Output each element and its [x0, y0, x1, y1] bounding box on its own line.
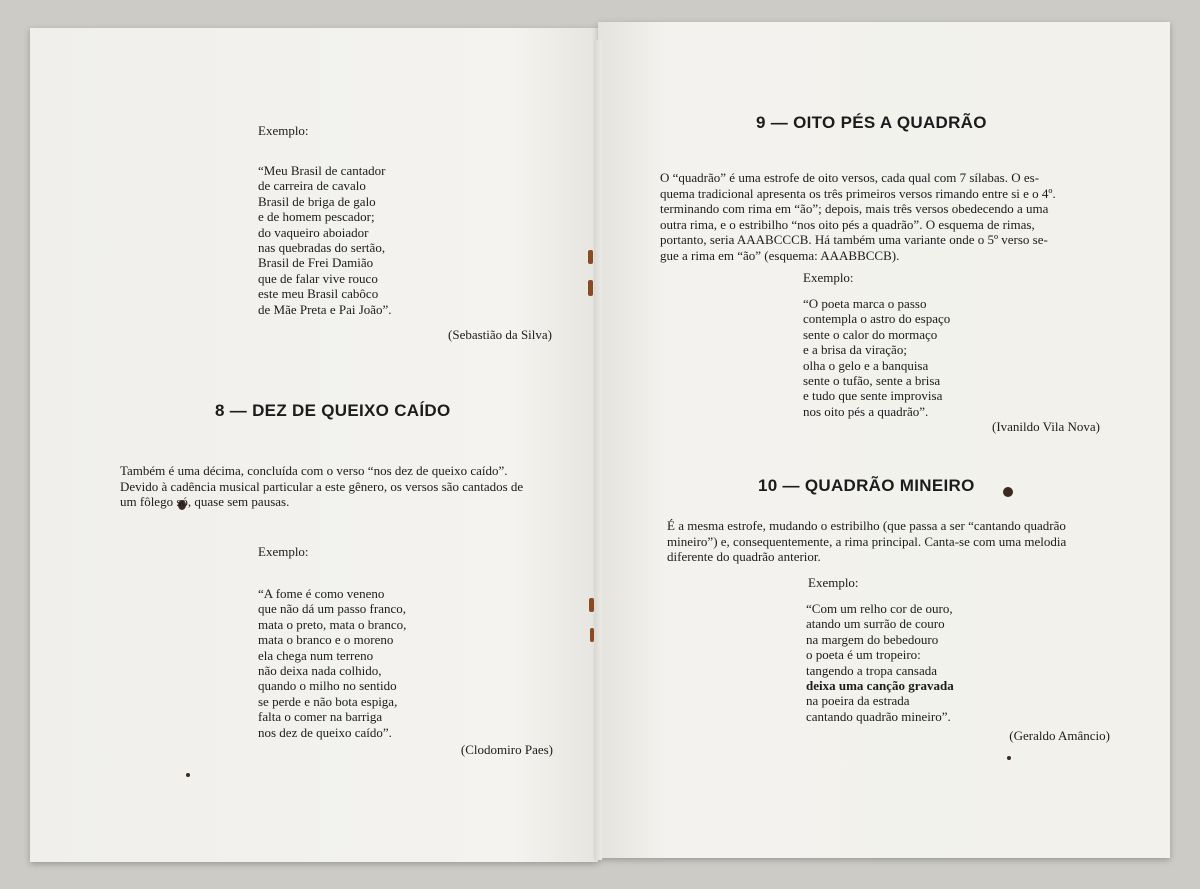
- staple-mark-top-1: [588, 250, 593, 264]
- poem-line: não deixa nada colhido,: [258, 663, 382, 679]
- poem-line: contempla o astro do espaço: [803, 311, 951, 327]
- poem-line: atando um surrão de couro: [806, 616, 945, 632]
- paragraph-line: Também é uma décima, concluída com o verso “nos dez de queixo caído”.: [120, 463, 508, 478]
- poem-line: nos oito pés a quadrão”.: [803, 403, 929, 419]
- paragraph-line: É a mesma estrofe, mudando o estribilho (que passa a ser “cantando quadrão: [667, 518, 1066, 533]
- poem-line: do vaqueiro aboiador: [258, 224, 369, 240]
- paragraph-line: mineiro”) e, consequentemente, a rima principal. Canta-se com uma melodia: [667, 533, 1067, 549]
- attribution-ivanildo: (Ivanildo Vila Nova): [991, 419, 1100, 434]
- paragraph-section-9: [660, 170, 1100, 264]
- attribution-sebastiao: (Sebastião da Silva): [448, 327, 552, 342]
- poem-line: mata o branco e o moreno: [258, 632, 394, 648]
- poem-line: sente o tufão, sente a brisa: [803, 373, 941, 389]
- paragraph-line: Devido à cadência musical particular a este gênero, os versos são cantados de: [120, 478, 524, 494]
- poem-line: mata o preto, mata o branco,: [258, 616, 407, 632]
- poem-line: na poeira da estrada: [806, 693, 910, 709]
- paragraph-line: outra rima, e o estribilho “nos oito pés a quadrão”. O esquema de rimas,: [660, 216, 1035, 232]
- poem-line: “A fome é como veneno: [258, 586, 385, 601]
- poem-line: de Mãe Preta e Pai João”.: [258, 301, 392, 317]
- example-label-2: Exemplo:: [258, 544, 309, 559]
- poem-line-bold: deixa uma canção gravada: [806, 678, 954, 694]
- poem-line: de carreira de cavalo: [258, 178, 366, 194]
- poem-line: “O poeta marca o passo: [803, 296, 927, 311]
- poem-line: “Com um relho cor de ouro,: [806, 601, 953, 616]
- paragraph-line: um fôlego só, quase sem pausas.: [120, 494, 290, 510]
- paragraph-line: quema tradicional apresenta os três primeiros versos rimando entre si e o 4º.: [660, 185, 1056, 201]
- paragraph-line: gue a rima em “ão” (esquema: AAABBCCB).: [660, 247, 900, 263]
- poem-line: Brasil de Frei Damião: [258, 255, 374, 271]
- section-heading-9: 9 — OITO PÉS A QUADRÃO: [756, 113, 987, 132]
- poem-line: falta o comer na barriga: [258, 709, 383, 725]
- poem-line: que de falar vive rouco: [258, 270, 378, 286]
- attribution-clodomiro: (Clodomiro Paes): [460, 742, 553, 757]
- poem-line: sente o calor do mormaço: [803, 326, 938, 342]
- poem-line: quando o milho no sentido: [258, 678, 397, 694]
- poem-line: tangendo a tropa cansada: [806, 662, 938, 678]
- paper-hole-3: [1003, 487, 1013, 497]
- poem-line: “Meu Brasil de cantador: [258, 163, 386, 178]
- poem-line: nas quebradas do sertão,: [258, 240, 386, 256]
- staple-mark-bottom-2: [590, 628, 594, 642]
- paragraph-section-10: [667, 518, 1103, 565]
- poem-line: na margem do bebedouro: [806, 631, 939, 647]
- example-label-1: Exemplo:: [258, 123, 309, 138]
- poem-ivanildo: [803, 296, 950, 419]
- poem-line: e a brisa da viração;: [803, 342, 907, 358]
- paper-hole-4: [1007, 756, 1011, 760]
- paragraph-section-8: [120, 463, 554, 510]
- attribution-geraldo: (Geraldo Amâncio): [1009, 728, 1110, 743]
- staple-mark-bottom-1: [589, 598, 594, 612]
- poem-sebastiao: [258, 163, 392, 317]
- paragraph-line: portanto, seria AAABCCCB. Há também uma variante onde o 5º verso se-: [660, 232, 1048, 248]
- poem-clodomiro: [258, 586, 406, 740]
- poem-line: cantando quadrão mineiro”.: [806, 708, 951, 724]
- poem-line: Brasil de briga de galo: [258, 193, 376, 209]
- poem-line: ela chega num terreno: [258, 647, 374, 663]
- paragraph-line: terminando com rima em “ão”; depois, mais três versos obedecendo a uma: [660, 201, 1049, 217]
- example-label-3: Exemplo:: [803, 270, 854, 285]
- poem-line: que não dá um passo franco,: [258, 601, 407, 617]
- poem-geraldo: [806, 601, 954, 724]
- poem-line: nos dez de queixo caído”.: [258, 724, 392, 740]
- poem-line: o poeta é um tropeiro:: [806, 647, 921, 663]
- poem-line: se perde e não bota espiga,: [258, 693, 398, 709]
- section-heading-10: 10 — QUADRÃO MINEIRO: [758, 476, 975, 495]
- section-heading-8: 8 — DEZ DE QUEIXO CAÍDO: [215, 401, 451, 420]
- paragraph-line: diferente do quadrão anterior.: [667, 549, 821, 565]
- poem-line: este meu Brasil cabôco: [258, 286, 379, 302]
- book-spine: [594, 40, 602, 860]
- poem-line: e tudo que sente improvisa: [803, 388, 943, 404]
- paragraph-line: O “quadrão” é uma estrofe de oito versos, cada qual com 7 sílabas. O es-: [660, 170, 1040, 185]
- staple-mark-top-2: [588, 280, 593, 296]
- poem-line: olha o gelo e a banquisa: [803, 357, 929, 373]
- poem-line: e de homem pescador;: [258, 209, 375, 225]
- example-label-4: Exemplo:: [808, 575, 859, 590]
- paper-hole-2: [186, 773, 190, 777]
